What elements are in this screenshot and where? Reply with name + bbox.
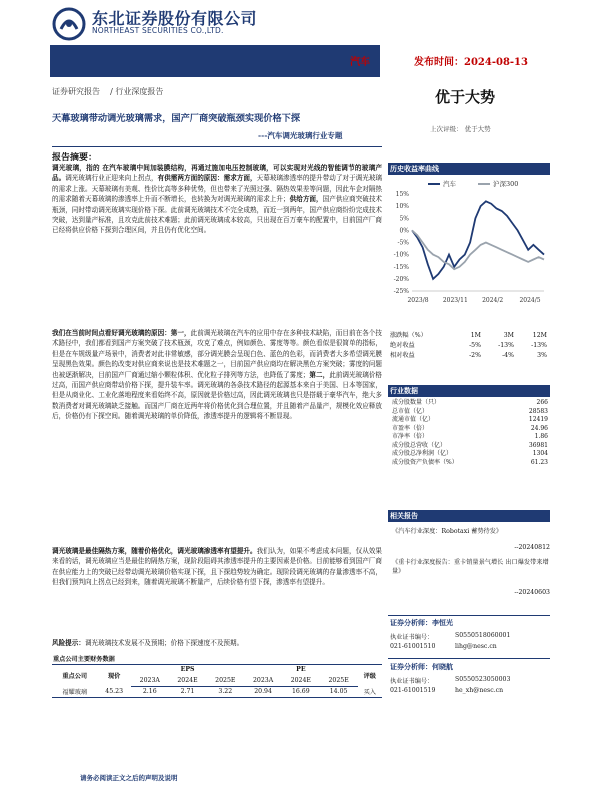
perf-value: -2%: [469, 352, 481, 359]
eps-cell: 3.22: [206, 686, 244, 697]
related-report-date: --20240812: [514, 544, 550, 551]
para2-second-lead: 第二，: [309, 370, 330, 379]
para3-text: 我们认为，如果不考虑成本问题，仅从效果来看的话，调光玻璃应当是最佳的隔热方案，现阶段阻碍其渗透率提升的主要因素是价格。目前能够看到国产厂商在供应能力上的突破已经带动调光玻璃价格实现下探，且下探趋势较为确定。现阶段调光玻璃的存量渗透率不高，但我们预判向上拐点已经到来，随着调光玻璃不断量产，后续价格有望下探，渗透率有望提升。: [52, 547, 383, 587]
header-bar: [50, 45, 380, 77]
perf-value: 3%: [537, 352, 547, 359]
industry-row: [392, 442, 548, 451]
company-name-cn: 东北证券股份有限公司: [92, 9, 258, 28]
related-report-date: --20240603: [514, 589, 550, 596]
eps-cell: 2.71: [169, 686, 207, 697]
report-subtype: / 行业深度报告: [110, 87, 164, 96]
cert-label: 执业证书编号：: [390, 678, 434, 685]
analyst-contact: [390, 643, 550, 650]
analyst-email[interactable]: lihg@nesc.cn: [455, 643, 497, 650]
analyst-name: 证券分析师：李恒光: [390, 618, 453, 627]
cert-number: S0550523050003: [455, 676, 511, 683]
perf-label: 绝对收益: [390, 342, 415, 349]
series-line: [412, 201, 544, 279]
industry-label: 市净率（倍）: [392, 433, 429, 440]
col-rating: 评级: [358, 664, 382, 686]
publish-date: 发布时间：2024-08-13: [414, 57, 528, 68]
year-header: 2023A: [244, 675, 282, 686]
perf-value: -5%: [469, 342, 481, 349]
cert-number: S0550518060001: [455, 632, 511, 639]
x-tick-label: 2024/5: [519, 297, 541, 304]
industry-label: 成分股资产负债率（%）: [392, 458, 458, 466]
industry-value: 36981: [528, 441, 548, 449]
series-line: [412, 230, 544, 269]
year-header: 2024E: [169, 675, 207, 686]
analyst-divider: [388, 658, 550, 659]
related-panel-heading: 相关报告: [388, 510, 550, 522]
industry-row: [392, 459, 548, 468]
y-tick-label: 0%: [399, 227, 409, 235]
year-header: 2025E: [206, 675, 244, 686]
y-tick-label: -20%: [393, 275, 409, 283]
x-tick-label: 2023/8: [407, 297, 429, 304]
para1-text-c: 国产供应商突破技术瓶颈，同时带动调光玻璃实现价格下探。此前调光玻璃技术不完全成熟，而近一到两年，国产供应商纷纷完成技术突破，达到量产标准，且攻克此前技术难题；此前调光玻璃成本较高，只出现在百万豪车的配置中，目前国产厂商已经将供应价格下探到合理区间，并且仍有优化空间。: [52, 195, 383, 235]
related-report-title[interactable]: 《重卡行业深度报告：重卡销量景气增长 出口爆发带来增量》: [392, 559, 549, 575]
analyst-name: 证券分析师：何晓航: [390, 662, 453, 671]
industry-label: 总市值（亿）: [392, 407, 429, 415]
pe-cell: 14.05: [320, 686, 358, 697]
summary-heading: 报告摘要：: [52, 153, 98, 163]
pe-cell: 16.69: [282, 686, 320, 697]
rating-cell: 买入: [358, 686, 382, 697]
analyst-phone: 021-61001510: [390, 643, 436, 650]
y-tick-label: 15%: [395, 191, 409, 198]
col-eps: EPS: [131, 664, 244, 675]
cert-label: 执业证书编号：: [390, 634, 434, 641]
summary-paragraph-3: [52, 546, 382, 588]
perf-header: 涨跌幅（%）: [390, 332, 427, 339]
industry-label: 流通市值（亿）: [392, 416, 435, 423]
industry-row: [392, 408, 548, 417]
analyst-cert: [390, 632, 550, 641]
perf-header: 12M: [532, 332, 547, 339]
perf-value: -13%: [498, 342, 514, 349]
return-chart: [388, 176, 550, 316]
industry-row: [392, 425, 548, 434]
para1-supply-lead: 供给方面，: [289, 195, 323, 204]
analyst-cert: [390, 676, 550, 685]
para1-lead: 调光玻璃，指的 在汽车玻璃中间加装膜结构，再通过施加电压控制玻璃，可以实现对光线的智能调节的玻璃产品。: [52, 164, 382, 183]
industry-label: 成分股数量（只）: [392, 399, 441, 406]
y-tick-label: -15%: [393, 263, 409, 271]
perf-header: 1M: [470, 332, 481, 339]
rating-current: 优于大势: [435, 88, 496, 106]
price-cell: 45.23: [97, 686, 130, 697]
industry-value: 12419: [528, 416, 548, 423]
industry-value: 61.23: [530, 458, 548, 466]
risk-text: 调光玻璃技术发展不及预期；价格下探速度不及预期。: [84, 639, 244, 647]
title-divider: [52, 146, 382, 147]
legend-label: 汽车: [443, 180, 456, 188]
year-header: 2023A: [131, 675, 169, 686]
industry-value: 266: [536, 399, 548, 406]
industry-table: [392, 399, 548, 467]
related-report-title[interactable]: 《汽车行业深度：Robotaxi 蓄势待发》: [392, 528, 503, 535]
para2-text-b: 此前调光玻璃价格过高，而国产供应商带动价格下探，提升装车率。调光玻璃的各条技术路径的起源基本来自于美国、日本等国家，但是从商业化、工业化落地程度来看始终不高，原因就是价格过高，因此调光玻璃也只是搭载于豪华汽车，绝大多数消费者对调光玻璃缺乏接触。而国产厂商在近两年将价格优化到合理位置，并且随着产品量产，规模化效应释放后，价格仍有下探空间。随着调光玻璃的单价降低，渗透率提升的逻辑将不断显现。: [52, 370, 383, 421]
financial-table-caption: 重点公司主要财务数据: [53, 655, 115, 663]
x-tick-label: 2024/2: [482, 297, 504, 304]
report-tags: [52, 86, 163, 97]
rating-previous: 上次评级： 优于大势: [430, 125, 491, 133]
para3-lead: 调光玻璃是最佳隔热方案，随着价格优化，调光玻璃渗透率有望提升。: [52, 547, 257, 555]
industry-row: [392, 399, 548, 408]
y-tick-label: 10%: [395, 203, 409, 211]
y-tick-label: 5%: [399, 215, 409, 223]
perf-header: 3M: [503, 332, 514, 339]
y-tick-label: -10%: [393, 251, 409, 259]
risk-label: 风险提示：: [52, 639, 85, 647]
perf-label: 相对收益: [390, 352, 415, 359]
industry-value: 1304: [532, 450, 548, 457]
perf-value: -4%: [502, 352, 514, 359]
y-tick-label: -25%: [393, 288, 409, 295]
year-header: 2025E: [320, 675, 358, 686]
table-row: [52, 686, 382, 697]
summary-paragraph-2: [52, 328, 382, 422]
industry-row: [392, 416, 548, 425]
pe-cell: 20.94: [244, 686, 282, 697]
industry-panel-heading: 行业数据: [388, 385, 550, 397]
report-type: 证券研究报告: [52, 87, 100, 96]
analyst-divider: [388, 615, 550, 616]
eps-cell: 2.16: [131, 686, 169, 697]
industry-label: 成分股总营收（亿）: [392, 441, 447, 449]
summary-paragraph-1: [52, 163, 382, 236]
x-tick-label: 2023/11: [442, 297, 468, 304]
risk-note: [52, 638, 382, 648]
industry-value: 1.86: [534, 433, 548, 440]
y-tick-label: -5%: [397, 239, 409, 247]
chart-panel-heading: 历史收益率曲线: [388, 163, 550, 175]
industry-label: 成分股总净利润（亿）: [392, 450, 453, 457]
para2-lead: 我们在当前时间点看好调光玻璃的原因：第一，: [52, 329, 191, 337]
col-pe: PE: [244, 664, 357, 675]
performance-header-row: [390, 331, 548, 341]
performance-row: [390, 351, 548, 361]
industry-row: [392, 433, 548, 442]
analyst-email[interactable]: he_xh@nesc.cn: [455, 687, 504, 694]
para1-demand-lead: 有供需两方面的原因：需求方面，: [157, 174, 257, 183]
year-header: 2024E: [282, 675, 320, 686]
industry-value: 24.96: [530, 424, 548, 432]
para1-text-b: 天幕玻璃渗透率的提升带动了对于调光玻璃的需求上涨。天幕玻璃有美观、性价比高等多种优势，但也带来了光照过强、隔热效果差等问题，因此车企对隔热的需求随着天幕玻璃的渗透率上升而不断增长，也转换为对调光玻璃的需求上升；: [52, 174, 383, 204]
analyst-phone: 021-61001519: [390, 687, 436, 694]
report-title: 天幕玻璃带动调光玻璃需求，国产厂商突破瓶颈实现价格下探: [52, 113, 301, 124]
performance-table: [390, 331, 548, 361]
company-cell: 福耀玻璃: [52, 686, 97, 697]
financial-table: [52, 653, 382, 698]
analyst-contact: [390, 687, 550, 694]
performance-row: [390, 341, 548, 351]
col-price: 现价: [97, 664, 130, 686]
report-subtitle: ---汽车调光玻璃行业专题: [258, 131, 343, 140]
industry-value: 28583: [528, 407, 548, 415]
para1-text-a: 调光玻璃行业正迎来向上拐点，: [65, 174, 158, 183]
para2-text-a: 此前调光玻璃在汽车的应用中存在多种技术缺陷，而目前在各个技术路径中，我们都看到国产方案突破了技术瓶颈，攻克了难点，例如颜色、雾度等等。颜色看似是很简单的指标，但是在车规级量产场景中，消费者对此非常敏感，部分调光膜会呈现白色、蓝色的色彩，而消费者大多希望调光膜呈现黑色效果。颜色的改变对供应商来说也是技术难题之一，目前国产供应商均在解决黑色方案突破；雾度的问题也被逐渐解决，目前国产厂商通过缩小颗粒体积、优化粒子排列等方法，也降低了雾度；: [52, 329, 383, 379]
industry-row: [392, 450, 548, 459]
company-logo: [52, 7, 86, 41]
col-company: 重点公司: [52, 664, 97, 686]
company-name-en: NORTHEAST SECURITIES CO.,LTD.: [92, 26, 224, 35]
footer-disclaimer: 请务必阅读正文之后的声明及说明: [80, 774, 178, 782]
industry-label: 市盈率（倍）: [392, 424, 429, 432]
perf-value: -13%: [531, 342, 547, 349]
header-industry: 汽车: [350, 57, 370, 68]
legend-label: 沪深300: [493, 180, 519, 188]
